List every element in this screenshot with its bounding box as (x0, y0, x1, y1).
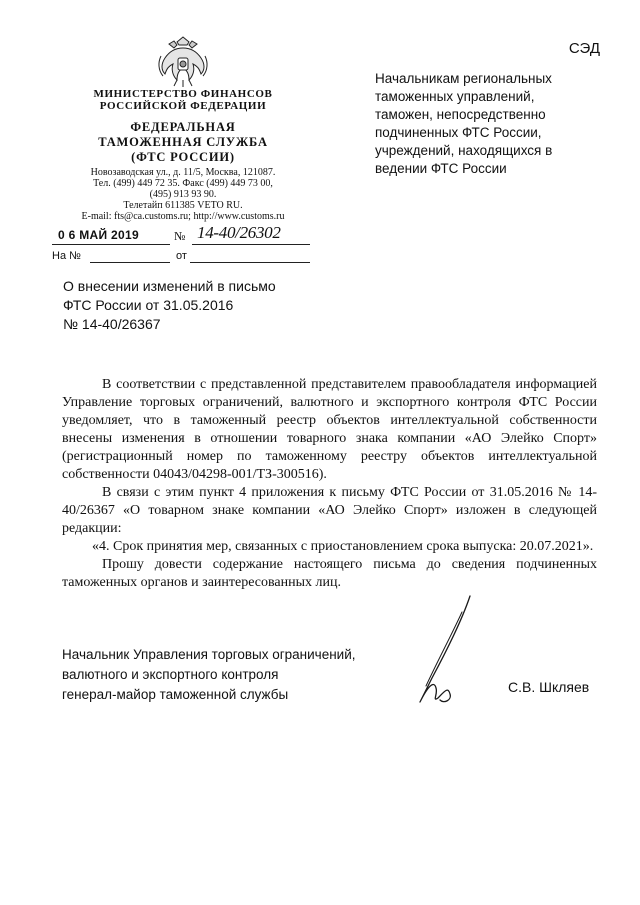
amended-clause: «4. Срок принятия мер, связанных с приостановлением срока выпуска: 20.07.2021». (92, 539, 594, 554)
registration-number: 14-40/26302 (197, 223, 281, 242)
subject-line: № 14-40/26367 (63, 316, 161, 332)
signer-title-line: Начальник Управления торговых ограничений, (62, 647, 356, 662)
ministry-name (40, 88, 326, 112)
signer-title (62, 645, 382, 705)
agency-line: ТАМОЖЕННАЯ СЛУЖБА (98, 135, 268, 149)
addressee-line: таможен, непосредственно (375, 107, 546, 122)
phone-line: Тел. (499) 449 72 35. Факс (499) 449 73 00, (93, 178, 273, 189)
agency-line: ФЕДЕРАЛЬНАЯ (130, 120, 236, 134)
body-paragraph: В связи с этим пункт 4 приложения к письму ФТС России от 31.05.2016 № 14-40/26367 «О товарном знаке компании «АО Элейко Спорт» изложен в следующей редакции: (62, 485, 597, 536)
subject-line: ФТС России от 31.05.2016 (63, 297, 234, 313)
ministry-line: РОССИЙСКОЙ ФЕДЕРАЦИИ (99, 100, 267, 112)
reference-line (52, 250, 312, 268)
subject-line: О внесении изменений в письмо (63, 278, 276, 294)
address-line: Новозаводская ул., д. 11/5, Москва, 121087. (90, 167, 276, 178)
agency-name (40, 120, 326, 165)
addressee-line: ведении ФТС России (375, 161, 507, 176)
reference-date-label: от (176, 250, 187, 262)
signer-title-line: валютного и экспортного контроля (62, 667, 279, 682)
signer-name: С.В. Шкляев (508, 679, 590, 695)
phone-line: (495) 913 93 90. (149, 189, 217, 200)
email-line: E-mail: fts@ca.customs.ru; http://www.customs.ru (81, 211, 285, 222)
reference-number-label: На № (52, 250, 81, 262)
document-system-mark: СЭД (568, 40, 600, 57)
addressee-line: учреждений, находящихся в (375, 143, 553, 158)
registration-date: 0 6 МАЙ 2019 (58, 228, 139, 242)
reference-date-blank (190, 262, 310, 263)
registration-line (52, 225, 312, 247)
reference-number-blank (90, 262, 170, 263)
signer-title-line: генерал-майор таможенной службы (62, 687, 289, 702)
letter-subject (63, 277, 303, 334)
addressee-line: таможенных управлений, (375, 89, 535, 104)
coat-of-arms-emblem-icon (155, 34, 211, 90)
addressee-line: подчиненных ФТС России, (375, 125, 542, 140)
addressee-line: Начальникам региональных (375, 71, 552, 86)
number-underline (192, 244, 310, 245)
number-label: № (174, 229, 186, 243)
teletype-line: Телетайп 611385 VETO RU. (123, 200, 243, 211)
handwritten-signature (392, 590, 502, 720)
body-paragraph: Прошу довести содержание настоящего письма до сведения подчиненных таможенных органов и заинтересованных лиц. (62, 557, 597, 590)
agency-contacts (40, 167, 326, 222)
addressee-block (375, 70, 605, 178)
ministry-line: МИНИСТЕРСТВО ФИНАНСОВ (93, 88, 273, 100)
body-paragraph: В соответствии с представленной представителем правообладателя информацией Управление торговых ограничений, валютного и экспортного контроля ФТС России уведомляет, что в таможенный реестр объектов интеллектуальной собственности внесены изменения в отношении товарного знака компании «АО Элейко Спорт» (регистрационный номер по таможенному реестру объектов интеллектуальной собственности 04043/04298-001/ТЗ-300516). (62, 377, 597, 482)
date-underline (52, 244, 170, 245)
letter-body (62, 376, 597, 592)
agency-line: (ФТС РОССИИ) (131, 150, 235, 164)
